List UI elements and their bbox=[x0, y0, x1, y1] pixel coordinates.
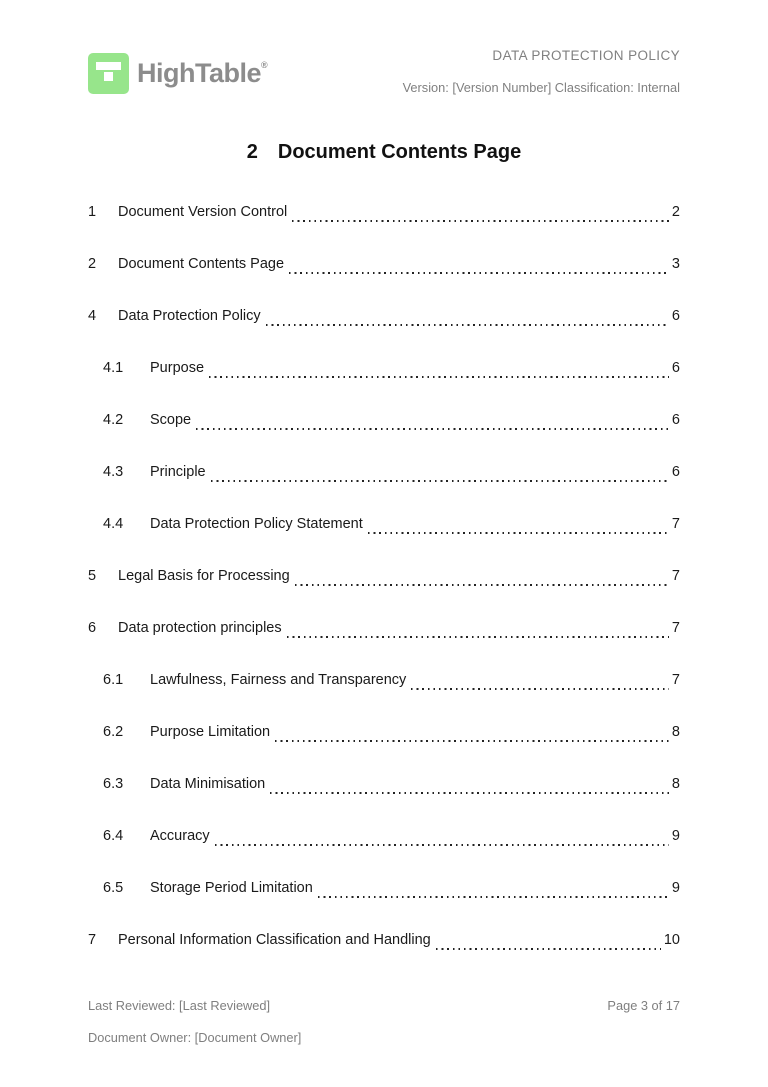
toc-entry-number: 4.4 bbox=[103, 516, 124, 532]
toc-entry[interactable] bbox=[88, 412, 680, 434]
toc-entry-number: 4.1 bbox=[103, 360, 124, 376]
toc-entry-number: 1 bbox=[88, 204, 97, 220]
toc-leader-dots bbox=[196, 428, 669, 430]
toc-entry-label: Purpose bbox=[150, 360, 205, 376]
page-title-text: Document Contents Page bbox=[277, 141, 522, 163]
toc-entry[interactable] bbox=[88, 516, 680, 538]
toc-entry-label: Document Version Control bbox=[118, 204, 288, 220]
toc-leader-dots bbox=[289, 272, 669, 274]
hightable-logo-icon bbox=[88, 53, 129, 94]
toc-entry-page: 6 bbox=[671, 360, 680, 376]
toc-entry[interactable] bbox=[88, 880, 680, 902]
toc-entry-number: 5 bbox=[88, 568, 97, 584]
toc-leader-dots bbox=[368, 532, 669, 534]
page-number-text: Page 3 of 17 bbox=[607, 998, 680, 1013]
logo-brand-text: HighTable® bbox=[137, 58, 268, 88]
toc-leader-dots bbox=[215, 844, 669, 846]
toc-leader-dots bbox=[295, 584, 669, 586]
toc-entry-number: 6.2 bbox=[103, 724, 124, 740]
toc-entry-page: 6 bbox=[671, 412, 680, 428]
page-title-number: 2 bbox=[246, 141, 258, 163]
toc-entry-label: Data Protection Policy bbox=[118, 308, 261, 324]
toc-entry-number: 4.3 bbox=[103, 464, 124, 480]
toc-leader-dots bbox=[436, 948, 661, 950]
toc-entry-page: 2 bbox=[671, 204, 680, 220]
toc-entry-page: 7 bbox=[671, 672, 680, 688]
toc-leader-dots bbox=[209, 376, 669, 378]
toc-entry-number: 4 bbox=[88, 308, 97, 324]
toc-entry-number: 7 bbox=[88, 932, 97, 948]
logo-table-leg-shape bbox=[104, 72, 113, 81]
registered-trademark-symbol: ® bbox=[261, 60, 268, 70]
toc-leader-dots bbox=[292, 220, 669, 222]
toc-entry[interactable] bbox=[88, 568, 680, 590]
toc-entry-page: 10 bbox=[663, 932, 680, 948]
header-right bbox=[403, 48, 680, 95]
toc-entry[interactable] bbox=[88, 464, 680, 486]
toc-entry-label: Personal Information Classification and Handling bbox=[118, 932, 431, 948]
toc-entry-label: Purpose Limitation bbox=[150, 724, 271, 740]
toc-entry[interactable] bbox=[88, 776, 680, 798]
toc-entry-label: Principle bbox=[150, 464, 206, 480]
toc-entry-label: Document Contents Page bbox=[118, 256, 285, 272]
toc-entry-page: 8 bbox=[671, 724, 680, 740]
toc-entry[interactable] bbox=[88, 204, 680, 226]
toc-entry[interactable] bbox=[88, 308, 680, 330]
last-reviewed-text: Last Reviewed: [Last Reviewed] bbox=[88, 998, 271, 1013]
toc-entry[interactable] bbox=[88, 932, 680, 954]
toc-entry[interactable] bbox=[88, 620, 680, 642]
toc-entry-page: 7 bbox=[671, 620, 680, 636]
toc-entry[interactable] bbox=[88, 724, 680, 746]
toc-entry-label: Legal Basis for Processing bbox=[118, 568, 290, 584]
toc-entry-number: 6.5 bbox=[103, 880, 124, 896]
toc-leader-dots bbox=[270, 792, 669, 794]
toc-entry-page: 6 bbox=[671, 308, 680, 324]
toc-entry-label: Data Protection Policy Statement bbox=[150, 516, 363, 532]
toc-entry[interactable] bbox=[88, 256, 680, 278]
toc-entry-label: Storage Period Limitation bbox=[150, 880, 313, 896]
toc-entry[interactable] bbox=[88, 672, 680, 694]
toc-entry-page: 6 bbox=[671, 464, 680, 480]
toc-leader-dots bbox=[318, 896, 669, 898]
toc-entry-page: 7 bbox=[671, 516, 680, 532]
toc-entry[interactable] bbox=[88, 828, 680, 850]
toc-entry-number: 2 bbox=[88, 256, 97, 272]
page-title bbox=[0, 141, 768, 164]
toc-entry-page: 3 bbox=[671, 256, 680, 272]
toc-entry-page: 9 bbox=[671, 828, 680, 844]
page-footer bbox=[88, 998, 680, 1045]
toc-entry-label: Data Minimisation bbox=[150, 776, 266, 792]
toc-leader-dots bbox=[287, 636, 669, 638]
hightable-logo bbox=[88, 53, 268, 94]
toc-entry-number: 6.1 bbox=[103, 672, 124, 688]
toc-entry-number: 6.3 bbox=[103, 776, 124, 792]
toc-leader-dots bbox=[411, 688, 669, 690]
toc-leader-dots bbox=[266, 324, 669, 326]
toc-entry-number: 6 bbox=[88, 620, 97, 636]
toc-entry-label: Accuracy bbox=[150, 828, 210, 844]
toc-entry-label: Scope bbox=[150, 412, 192, 428]
toc-entry-number: 4.2 bbox=[103, 412, 124, 428]
document-owner-text: Document Owner: [Document Owner] bbox=[88, 1030, 302, 1045]
version-classification-line: Version: [Version Number] Classification: Internal bbox=[402, 80, 680, 95]
toc-leader-dots bbox=[211, 480, 669, 482]
toc-entry-number: 6.4 bbox=[103, 828, 124, 844]
toc-entry-page: 7 bbox=[671, 568, 680, 584]
toc-entry-page: 9 bbox=[671, 880, 680, 896]
toc-list bbox=[88, 204, 680, 984]
toc-entry[interactable] bbox=[88, 360, 680, 382]
toc-entry-label: Lawfulness, Fairness and Transparency bbox=[150, 672, 407, 688]
document-title-header: DATA PROTECTION POLICY bbox=[492, 48, 680, 63]
toc-entry-label: Data protection principles bbox=[118, 620, 282, 636]
logo-table-top-shape bbox=[96, 62, 121, 70]
toc-leader-dots bbox=[275, 740, 669, 742]
toc-entry-page: 8 bbox=[671, 776, 680, 792]
page-header bbox=[88, 48, 680, 108]
